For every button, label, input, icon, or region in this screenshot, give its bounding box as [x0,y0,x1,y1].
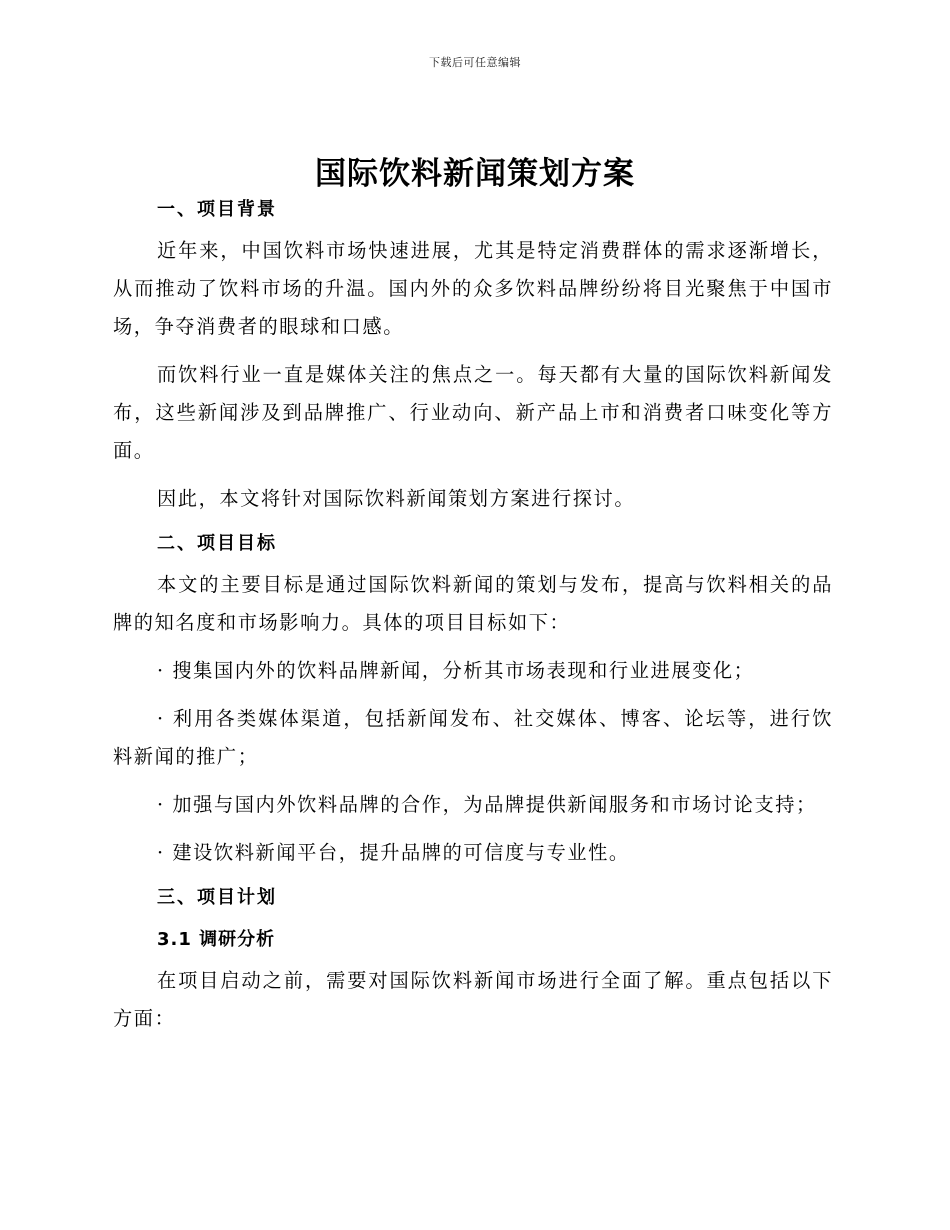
bullet-item: · 建设饮料新闻平台，提升品牌的可信度与专业性。 [157,841,630,864]
paragraph: 而饮料行业一直是媒体关注的焦点之一。每天都有大量的国际饮料新闻发布，这些新闻涉及到品牌推广、行业动向、新产品上市和消费者口味变化等方面。 [113,363,833,462]
document-body [113,194,833,1038]
section-heading-background: 一、项目背景 [157,199,277,220]
page-header: 下载后可任意编辑 [429,56,521,69]
section-heading-goals: 二、项目目标 [157,533,277,554]
document-title: 国际饮料新闻策划方案 [315,156,635,192]
paragraph: 在项目启动之前，需要对国际饮料新闻市场进行全面了解。重点包括以下方面： [113,969,833,1030]
paragraph: 本文的主要目标是通过国际饮料新闻的策划与发布，提高与饮料相关的品牌的知名度和市场影响力。具体的项目目标如下： [113,573,833,634]
bullet-item: · 加强与国内外饮料品牌的合作，为品牌提供新闻服务和市场讨论支持； [157,793,817,816]
subsection-heading-research: 3.1 调研分析 [157,929,276,950]
section-heading-plan: 三、项目计划 [157,887,277,908]
paragraph: 因此，本文将针对国际饮料新闻策划方案进行探讨。 [157,487,636,510]
bullet-item: · 搜集国内外的饮料品牌新闻，分析其市场表现和行业进展变化； [157,659,755,682]
paragraph: 近年来，中国饮料市场快速进展，尤其是特定消费群体的需求逐渐增长，从而推动了饮料市场的升温。国内外的众多饮料品牌纷纷将目光聚焦于中国市场，争夺消费者的眼球和口感。 [113,239,833,338]
bullet-item: · 利用各类媒体渠道，包括新闻发布、社交媒体、博客、论坛等，进行饮料新闻的推广； [113,707,833,768]
